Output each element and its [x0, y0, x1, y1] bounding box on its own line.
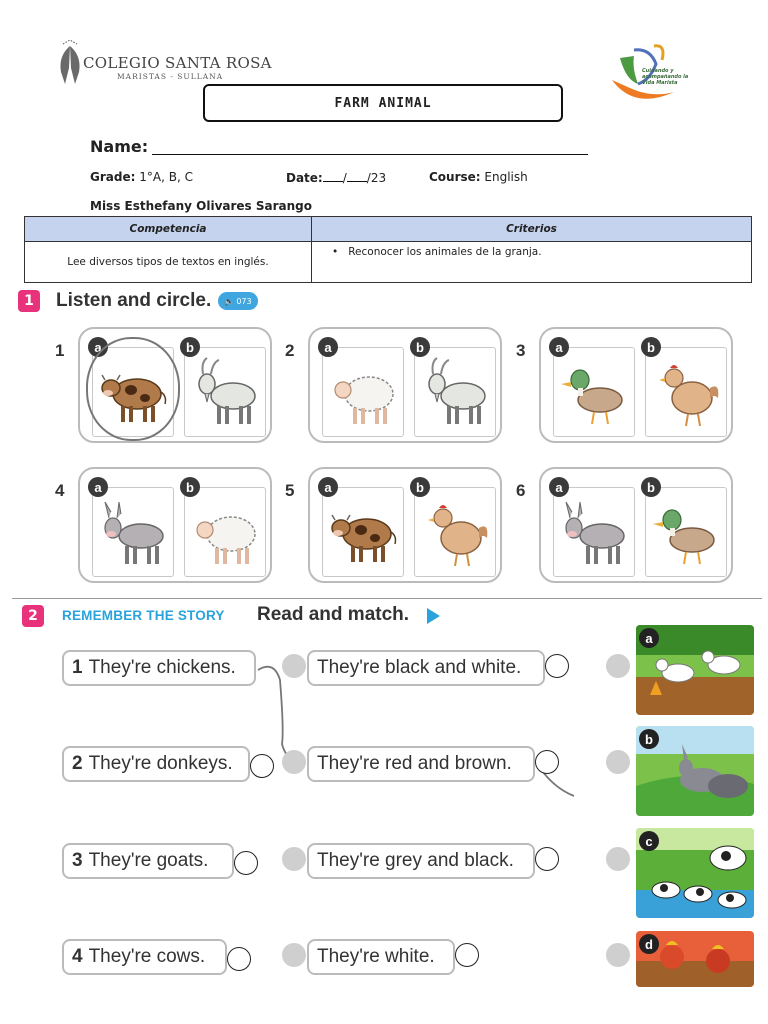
picture-match-dot[interactable] — [606, 654, 630, 678]
sentence-text: They're cows. — [88, 946, 206, 967]
left-match-circle[interactable] — [227, 947, 251, 971]
course-info — [429, 170, 528, 184]
sentence-number: 2 — [72, 753, 83, 774]
date-label: Date: — [286, 171, 323, 185]
option-letter-a: a — [88, 477, 108, 497]
story-picture-b — [636, 726, 754, 816]
item-number: 4 — [55, 481, 65, 500]
sentence-text: They're chickens. — [88, 657, 236, 678]
competency-table — [24, 216, 752, 283]
middle-match-dot[interactable] — [282, 847, 306, 871]
option-letter-b: b — [641, 337, 661, 357]
school-subtitle: MARISTAS - SULLANA — [117, 72, 224, 81]
name-field[interactable] — [152, 154, 588, 155]
grade-value: 1°A, B, C — [139, 170, 193, 184]
option-letter-b: b — [180, 337, 200, 357]
left-sentence — [62, 939, 227, 975]
section-divider — [12, 598, 762, 599]
right-logo-text: Cuidando y acompañando la Vida Marista — [642, 68, 689, 86]
middle-match-circle[interactable] — [455, 943, 479, 967]
sentence-number: 1 — [72, 657, 83, 678]
goat-icon — [189, 356, 261, 428]
date-year: /23 — [366, 171, 387, 185]
name-label: Name: — [90, 137, 149, 156]
option-letter-a: a — [549, 477, 569, 497]
item-number: 6 — [516, 481, 526, 500]
option-b-goat[interactable] — [184, 347, 266, 437]
option-letter-a: a — [88, 337, 108, 357]
picture-letter: c — [639, 831, 659, 851]
marist-life-logo — [604, 40, 694, 110]
listen-item-4 — [78, 467, 272, 583]
sheep-icon — [327, 356, 399, 428]
section-2-title: Read and match. — [257, 604, 410, 625]
grade-info — [90, 170, 193, 184]
middle-sentence: They're red and brown. — [307, 746, 535, 782]
criterio-text: Reconocer los animales de la granja. — [348, 246, 542, 258]
school-name: COLEGIO SANTA ROSA — [83, 54, 272, 72]
option-letter-b: b — [410, 477, 430, 497]
sentence-number: 4 — [72, 946, 83, 967]
middle-match-dot[interactable] — [282, 943, 306, 967]
option-a-donkey[interactable] — [92, 487, 174, 577]
picture-match-dot[interactable] — [606, 750, 630, 774]
listen-item-6 — [539, 467, 733, 583]
competencia-cell: Lee diversos tipos de textos en inglés. — [25, 242, 312, 283]
audio-track-number: 073 — [236, 296, 252, 306]
option-letter-b: b — [410, 337, 430, 357]
option-letter-b: b — [180, 477, 200, 497]
criterio-cell — [312, 242, 752, 283]
listen-item-2 — [308, 327, 502, 443]
date-month-field[interactable] — [347, 170, 367, 182]
chicken-icon — [650, 356, 722, 428]
section-1-number: 1 — [18, 290, 40, 312]
middle-match-circle[interactable] — [535, 750, 559, 774]
middle-match-circle[interactable] — [535, 847, 559, 871]
duck-icon — [558, 356, 630, 428]
picture-letter: d — [639, 934, 659, 954]
middle-match-circle[interactable] — [545, 654, 569, 678]
story-picture-c — [636, 828, 754, 918]
middle-match-dot[interactable] — [282, 750, 306, 774]
left-sentence — [62, 843, 234, 879]
duck-icon — [650, 496, 722, 568]
teacher-name: Miss Esthefany Olivares Sarango — [90, 199, 312, 213]
item-number: 1 — [55, 341, 65, 360]
left-sentence — [62, 746, 250, 782]
middle-sentence: They're grey and black. — [307, 843, 535, 879]
sentence-text: They're goats. — [88, 850, 209, 871]
option-a-donkey[interactable] — [553, 487, 635, 577]
picture-letter: b — [639, 729, 659, 749]
section-1-title: Listen and circle. — [56, 290, 212, 311]
option-b-chicken[interactable] — [414, 487, 496, 577]
course-value: English — [484, 170, 528, 184]
option-b-chicken[interactable] — [645, 347, 727, 437]
listen-item-5 — [308, 467, 502, 583]
date-separator: / — [342, 171, 347, 185]
speaker-icon: 🔈 — [224, 296, 235, 306]
audio-track-button[interactable] — [218, 292, 258, 310]
option-letter-b: b — [641, 477, 661, 497]
table-header-competencia: Competencia — [25, 217, 312, 242]
grade-label: Grade: — [90, 170, 136, 184]
option-b-sheep[interactable] — [184, 487, 266, 577]
listen-item-3 — [539, 327, 733, 443]
goat-icon — [419, 356, 491, 428]
marist-emblem-icon — [55, 38, 85, 86]
story-picture-a — [636, 625, 754, 715]
picture-letter: a — [639, 628, 659, 648]
remember-label: REMEMBER THE STORY — [62, 608, 225, 623]
sheep-icon — [189, 496, 261, 568]
donkey-icon — [97, 496, 169, 568]
middle-match-dot[interactable] — [282, 654, 306, 678]
section-2-number: 2 — [22, 605, 44, 627]
option-a-sheep[interactable] — [322, 347, 404, 437]
item-number: 2 — [285, 341, 295, 360]
table-header-criterios: Criterios — [312, 217, 752, 242]
option-letter-a: a — [549, 337, 569, 357]
item-number: 3 — [516, 341, 526, 360]
cow-icon — [327, 496, 399, 568]
item-number: 5 — [285, 481, 295, 500]
left-match-circle[interactable] — [250, 754, 274, 778]
option-letter-a: a — [318, 477, 338, 497]
course-label: Course: — [429, 170, 481, 184]
date-info — [286, 170, 386, 185]
worksheet-title: FARM ANIMAL — [203, 84, 563, 122]
date-day-field[interactable] — [323, 170, 343, 182]
left-match-circle[interactable] — [234, 851, 258, 875]
picture-match-dot[interactable] — [606, 943, 630, 967]
sentence-text: They're donkeys. — [88, 753, 233, 774]
example-answer-circle — [86, 337, 180, 441]
option-letter-a: a — [318, 337, 338, 357]
picture-match-dot[interactable] — [606, 847, 630, 871]
listen-item-1 — [78, 327, 272, 443]
option-a-cow[interactable] — [322, 487, 404, 577]
option-a-duck[interactable] — [553, 347, 635, 437]
option-b-duck[interactable] — [645, 487, 727, 577]
left-sentence — [62, 650, 256, 686]
option-b-goat[interactable] — [414, 347, 496, 437]
sentence-number: 3 — [72, 850, 83, 871]
school-logo — [55, 38, 272, 88]
donkey-icon — [558, 496, 630, 568]
play-icon[interactable] — [427, 608, 440, 624]
bullet-icon: • — [332, 246, 349, 258]
middle-sentence: They're white. — [307, 939, 455, 975]
chicken-icon — [419, 496, 491, 568]
middle-sentence: They're black and white. — [307, 650, 545, 686]
story-picture-d — [636, 931, 754, 987]
